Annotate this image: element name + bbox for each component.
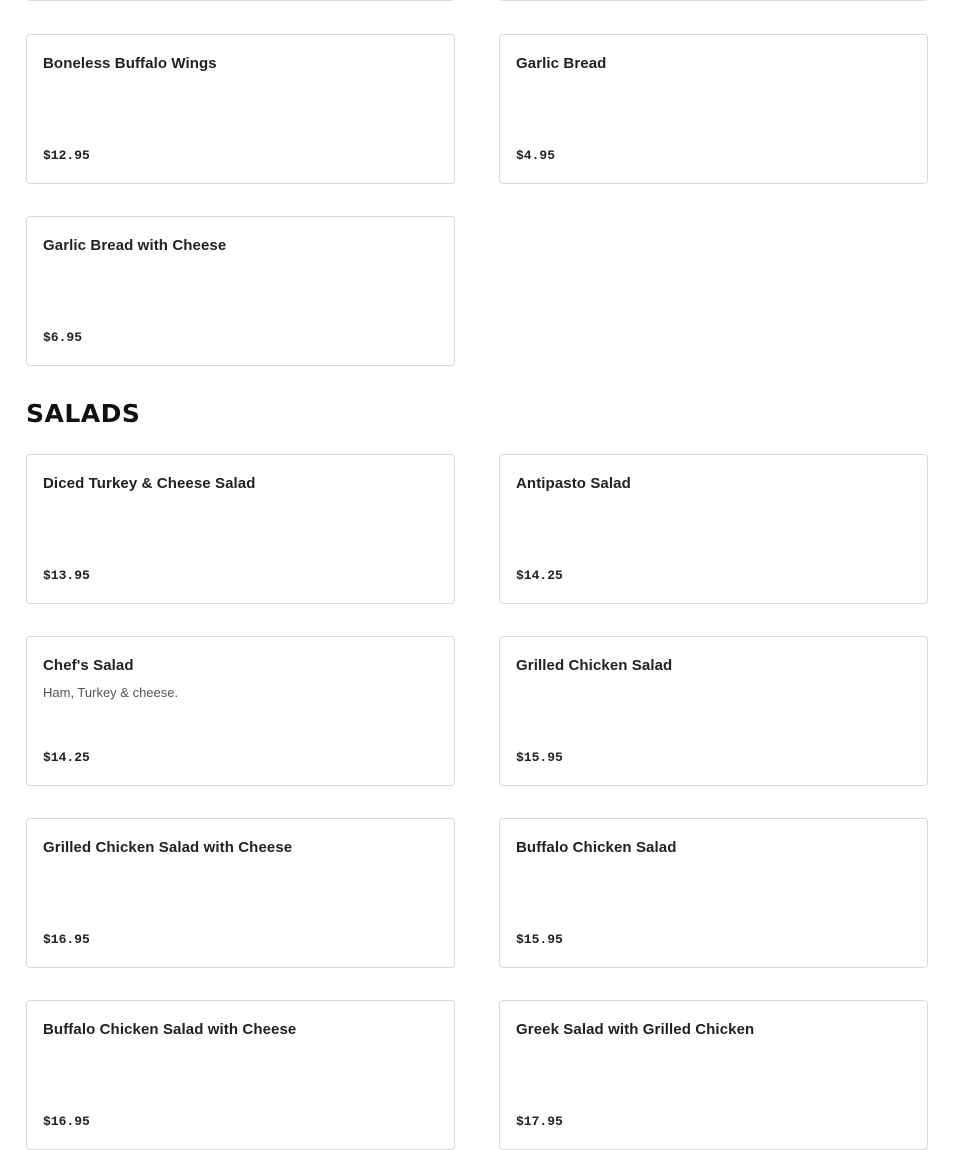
item-name: Buffalo Chicken Salad bbox=[516, 839, 677, 856]
section-title-salads: SALADS bbox=[26, 399, 141, 428]
item-price: $14.25 bbox=[43, 750, 90, 765]
item-price: $15.95 bbox=[516, 932, 563, 947]
menu-item-card[interactable] bbox=[499, 34, 928, 184]
item-price: $17.95 bbox=[516, 1114, 563, 1129]
item-description: Ham, Turkey & cheese. bbox=[43, 685, 179, 700]
item-name: Boneless Buffalo Wings bbox=[43, 55, 217, 72]
menu-item-card[interactable] bbox=[499, 454, 928, 604]
salads-grid bbox=[26, 454, 928, 1150]
menu-item-card-partial[interactable] bbox=[499, 0, 928, 1]
item-name: Buffalo Chicken Salad with Cheese bbox=[43, 1021, 297, 1038]
item-name: Antipasto Salad bbox=[516, 475, 631, 492]
menu-item-card[interactable] bbox=[26, 34, 455, 184]
menu-item-card[interactable] bbox=[26, 216, 455, 366]
item-price: $12.95 bbox=[43, 148, 90, 163]
menu-item-card[interactable] bbox=[499, 818, 928, 968]
appetizers-grid bbox=[26, 34, 928, 366]
item-name: Garlic Bread with Cheese bbox=[43, 237, 227, 254]
item-name: Chef's Salad bbox=[43, 657, 134, 674]
menu-item-card[interactable] bbox=[26, 818, 455, 968]
item-name: Grilled Chicken Salad bbox=[516, 657, 673, 674]
item-price: $15.95 bbox=[516, 750, 563, 765]
item-price: $13.95 bbox=[43, 568, 90, 583]
item-price: $16.95 bbox=[43, 932, 90, 947]
item-name: Garlic Bread bbox=[516, 55, 607, 72]
menu-item-card[interactable] bbox=[499, 1000, 928, 1150]
item-price: $4.95 bbox=[516, 148, 556, 163]
item-price: $14.25 bbox=[516, 568, 563, 583]
previous-items-edge bbox=[26, 0, 928, 2]
item-price: $16.95 bbox=[43, 1114, 90, 1129]
menu-item-card[interactable] bbox=[499, 636, 928, 786]
menu-item-card[interactable] bbox=[26, 1000, 455, 1150]
item-name: Greek Salad with Grilled Chicken bbox=[516, 1021, 755, 1038]
menu-item-card-partial[interactable] bbox=[26, 0, 455, 1]
menu-item-card[interactable] bbox=[26, 454, 455, 604]
item-price: $6.95 bbox=[43, 330, 83, 345]
menu-page bbox=[26, 0, 928, 1150]
item-name: Grilled Chicken Salad with Cheese bbox=[43, 839, 293, 856]
item-name: Diced Turkey & Cheese Salad bbox=[43, 475, 256, 492]
menu-item-card[interactable] bbox=[26, 636, 455, 786]
